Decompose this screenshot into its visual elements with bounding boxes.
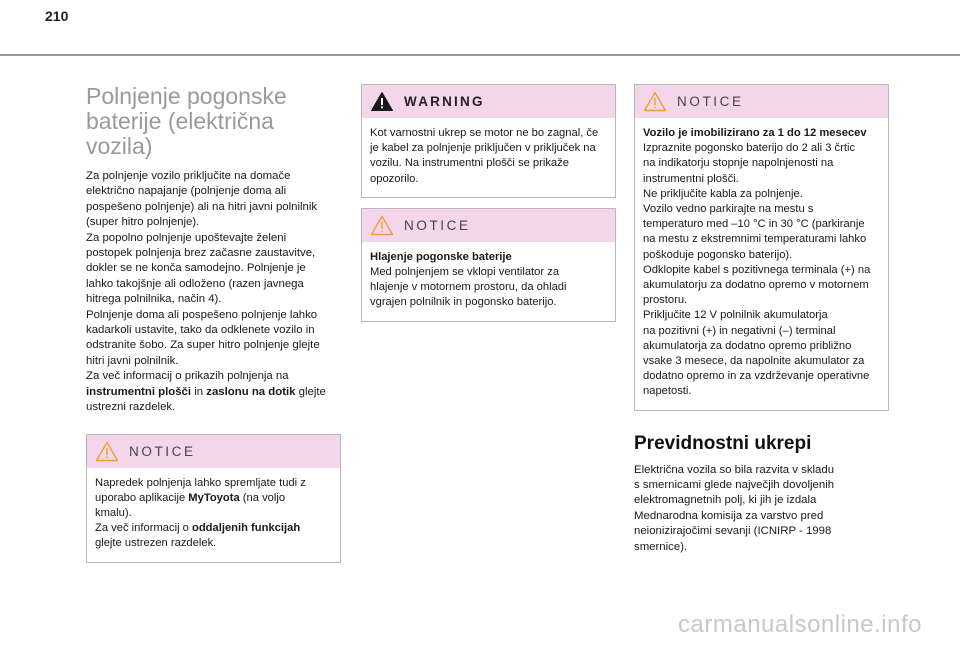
notice-label: NOTICE (129, 443, 196, 459)
notice-label: NOTICE (404, 217, 471, 233)
text-run: (na voljo kmalu). (95, 491, 286, 519)
notice-header (87, 435, 340, 468)
warning-text: Kot varnostni ukrep se motor ne bo zagnal, če je kabel za polnjenje priključen v priključek na vozilu. Na instrumentni plošči se prikaže opozorilo. (370, 127, 599, 185)
notice-header (362, 209, 615, 242)
notice-header (635, 85, 888, 118)
text-run: Napredek polnjenja lahko spremljate tudi z uporabo aplikacije (95, 476, 306, 504)
header-rule (0, 54, 960, 56)
bold-text-instrument-panel: instrumentni plošči (86, 385, 192, 398)
column-1 (86, 84, 341, 563)
text-run: in (191, 385, 207, 398)
warning-label: WARNING (404, 94, 485, 109)
notice-body (635, 118, 888, 410)
notice-triangle-icon (370, 215, 394, 236)
notice-box-immobilized (634, 84, 889, 411)
notice-discharge-text: Izpraznite pogonsko baterijo do 2 ali 3 črtic na indikatorju stopnje napolnjenosti na instrumentni plošči. (643, 142, 856, 185)
section-title-line1: Polnjenje pogonske (86, 83, 287, 109)
notice-app-text (95, 476, 332, 522)
intro-paragraph: Za polnjenje vozilo priključite na domače električno napajanje (polnjenje doma ali pospešeno polnjenje) ali na hitri javni polnilnik (super hitro polnjenje). (86, 170, 318, 229)
notice-cable-text: Ne priključite kabla za polnjenje. (643, 187, 803, 200)
notice-triangle-icon (643, 91, 667, 112)
watermark: carmanualsonline.info (678, 611, 922, 638)
notice-body (87, 468, 340, 562)
notice-remote-text (95, 521, 332, 551)
page-number: 210 (45, 8, 69, 24)
notice-triangle-icon (95, 441, 119, 462)
bold-text-touchscreen: zaslonu na dotik (206, 385, 296, 398)
section-title-line2: baterije (električna vozila) (86, 108, 274, 159)
stop-charge-paragraph: Polnjenje doma ali pospešeno polnjenje lahko kadarkoli ustavite, tako da odklenete vozilo in odstranite šobo. Za super hitro polnjenje glejte hitri javni polnilnik. (86, 308, 320, 367)
precautions-text: Električna vozila so bila razvita v skladu s smernicami glede največjih dovoljenih elektromagnetnih polj, ki jih je izdala Mednarodna komisija za varstvo pred neionizirajočimi sevanji (ICNIRP - 1998 smernice). (634, 463, 835, 553)
text-run: Za več informacij o (95, 522, 192, 535)
notice-disconnect-text: Odklopite kabel s pozitivnega terminala (+) na akumulatorju za dodatno opremo v motornem prostoru. (643, 263, 871, 307)
column-3 (634, 84, 889, 555)
notice-cooling-text: Med polnjenjem se vklopi ventilator za hlajenje v motornem prostoru, da ohladi vgrajen polnilnik in pogonsko baterijo. (370, 266, 567, 309)
precautions-heading: Previdnostni ukrepi (634, 432, 812, 454)
notice-parking-text: Vozilo vedno parkirajte na mestu s temperaturo med –10 °C in 30 °C (parkiranje na mestu z ekstremnimi temperaturami lahko poškoduje pogonsko baterijo). (643, 203, 867, 261)
bold-text-remote-functions: oddaljenih funkcijah (192, 522, 301, 535)
warning-body (362, 118, 615, 197)
notice-body (362, 242, 615, 321)
full-charge-paragraph: Za popolno polnjenje upoštevajte želeni postopek polnjenja brez začasne zaustavitve, dokler se ne konča samodejno. Polnjenje je lahko takojšnje ali odloženo (razen javnega hitrega polnilnika, način 4). (86, 231, 316, 306)
notice-label: NOTICE (677, 94, 744, 109)
warning-box (361, 84, 616, 198)
section-title (86, 84, 341, 159)
notice-charger-text: Priključite 12 V polnilnik akumulatorja na pozitivni (+) in negativni (–) terminal akumulatorja za dodatno opremo približno vsake 3 mesece, da napolnite akumulator za dodatno opremo in za vzdrževanje operativne napetosti. (643, 309, 870, 398)
column-2 (361, 84, 616, 322)
bold-text-mytoyota: MyToyota (188, 491, 240, 504)
more-info-paragraph (86, 369, 341, 415)
notice-box-app (86, 434, 341, 563)
text-run: glejte ustrezni razdelek. (86, 385, 326, 414)
notice-subtitle: Vozilo je imobilizirano za 1 do 12 mesecev (643, 127, 867, 139)
notice-box-cooling (361, 208, 616, 322)
notice-subtitle: Hlajenje pogonske baterije (370, 250, 512, 263)
text-run: Za več informacij o prikazih polnjenja na (86, 370, 289, 383)
text-run: glejte ustrezen razdelek. (95, 537, 217, 550)
warning-header (362, 85, 615, 118)
warning-triangle-icon (370, 91, 394, 112)
